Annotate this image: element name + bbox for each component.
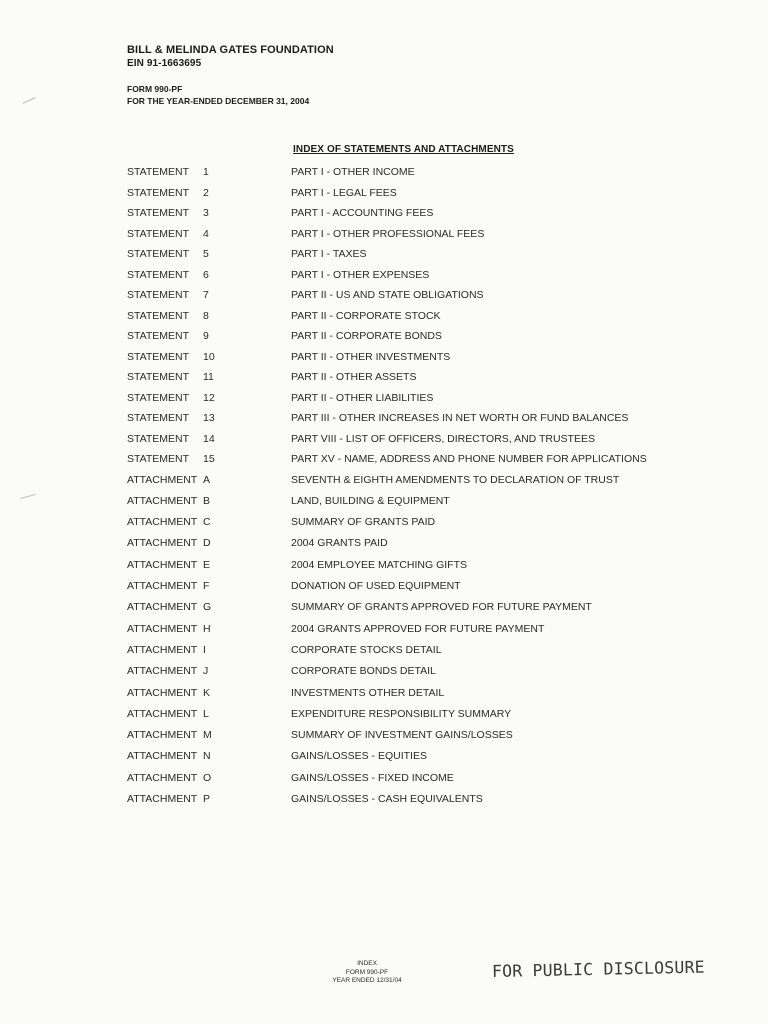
row-label: ATTACHMENT (127, 643, 198, 656)
row-id: 9 (203, 330, 209, 342)
row-label: STATEMENT (127, 166, 190, 178)
row-id: 5 (203, 248, 209, 260)
row-description: PART I - TAXES (291, 248, 367, 260)
row-id: 7 (203, 289, 209, 301)
row-description: SEVENTH & EIGHTH AMENDMENTS TO DECLARATION OF TRUST (291, 473, 620, 486)
row-label: STATEMENT (127, 289, 190, 301)
public-disclosure-stamp: FOR PUBLIC DISCLOSURE (491, 957, 705, 981)
row-description: PART II - OTHER INVESTMENTS (291, 350, 451, 363)
form-number: FORM 990-PF (127, 84, 183, 94)
row-label: STATEMENT (127, 432, 190, 445)
row-id: 13 (203, 412, 215, 424)
row-id: D (203, 537, 211, 550)
row-label: ATTACHMENT (127, 771, 198, 784)
row-description: PART I - LEGAL FEES (291, 186, 397, 199)
row-label: ATTACHMENT (127, 537, 198, 550)
organization-name: BILL & MELINDA GATES FOUNDATION (127, 44, 334, 56)
row-label: ATTACHMENT (127, 516, 198, 529)
row-label: STATEMENT (127, 268, 190, 281)
row-label: STATEMENT (127, 207, 190, 219)
row-description: SUMMARY OF INVESTMENT GAINS/LOSSES (291, 729, 513, 742)
tax-period: FOR THE YEAR-ENDED DECEMBER 31, 2004 (127, 96, 310, 106)
row-id: E (203, 558, 211, 571)
row-label: ATTACHMENT (127, 622, 198, 635)
row-id: G (203, 601, 212, 614)
row-description: PART III - OTHER INCREASES IN NET WORTH OR FUND BALANCES (291, 412, 629, 424)
row-id: N (203, 750, 211, 763)
row-description: PART I - OTHER INCOME (291, 166, 415, 178)
row-label: STATEMENT (127, 371, 190, 383)
footer-line: FORM 990-PF (345, 968, 389, 976)
scan-speck (22, 97, 35, 104)
row-description: GAINS/LOSSES - EQUITIES (291, 750, 427, 763)
row-label: STATEMENT (127, 453, 190, 465)
index-title: INDEX OF STATEMENTS AND ATTACHMENTS (293, 144, 514, 155)
scan-speck (20, 494, 36, 499)
row-description: DONATION OF USED EQUIPMENT (291, 580, 461, 592)
row-description: SUMMARY OF GRANTS APPROVED FOR FUTURE PAYMENT (291, 601, 592, 614)
row-id: H (203, 622, 211, 635)
row-description: PART II - US AND STATE OBLIGATIONS (291, 289, 484, 301)
footer-line: YEAR ENDED 12/31/04 (332, 977, 402, 984)
row-id: 4 (203, 227, 209, 240)
row-id: F (203, 580, 210, 592)
row-description: 2004 GRANTS PAID (291, 537, 388, 550)
row-label: STATEMENT (127, 309, 190, 322)
row-description: GAINS/LOSSES - CASH EQUIVALENTS (291, 793, 483, 805)
row-id: 8 (203, 309, 209, 322)
row-description: 2004 EMPLOYEE MATCHING GIFTS (291, 558, 468, 571)
row-id: M (203, 729, 212, 742)
row-description: PART II - OTHER ASSETS (291, 371, 417, 383)
row-label: ATTACHMENT (127, 707, 198, 720)
row-description: SUMMARY OF GRANTS PAID (291, 516, 436, 529)
row-label: STATEMENT (127, 412, 190, 424)
row-description: INVESTMENTS OTHER DETAIL (291, 686, 445, 699)
row-label: ATTACHMENT (127, 729, 198, 742)
footer-line: INDEX (357, 960, 377, 967)
row-description: PART I - ACCOUNTING FEES (291, 207, 434, 219)
row-label: ATTACHMENT (127, 686, 198, 699)
row-description: PART XV - NAME, ADDRESS AND PHONE NUMBER FOR APPLICATIONS (291, 453, 647, 465)
row-description: PART I - OTHER PROFESSIONAL FEES (291, 227, 485, 240)
row-description: 2004 GRANTS APPROVED FOR FUTURE PAYMENT (291, 622, 545, 635)
ein-number: EIN 91-1663695 (127, 58, 202, 69)
row-description: EXPENDITURE RESPONSIBILITY SUMMARY (291, 707, 512, 720)
row-id: 3 (203, 207, 209, 219)
row-id: 10 (203, 350, 215, 363)
row-id: K (203, 686, 211, 699)
row-id: 2 (203, 186, 209, 199)
row-description: LAND, BUILDING & EQUIPMENT (291, 494, 450, 507)
row-label: ATTACHMENT (127, 580, 198, 592)
row-description: PART I - OTHER EXPENSES (291, 268, 430, 281)
row-label: ATTACHMENT (127, 494, 198, 507)
row-label: ATTACHMENT (127, 473, 198, 486)
row-id: 1 (203, 166, 209, 178)
row-id: B (203, 494, 211, 507)
row-label: STATEMENT (127, 186, 190, 199)
row-label: STATEMENT (127, 391, 190, 404)
row-id: C (203, 516, 211, 529)
row-label: STATEMENT (127, 248, 190, 260)
row-id: 14 (203, 432, 215, 445)
row-description: PART II - OTHER LIABILITIES (291, 391, 434, 404)
row-description: GAINS/LOSSES - FIXED INCOME (291, 771, 454, 784)
row-label: ATTACHMENT (127, 601, 198, 614)
page-footer (322, 960, 412, 986)
row-description: CORPORATE BONDS DETAIL (291, 665, 436, 678)
row-description: PART II - CORPORATE STOCK (291, 309, 441, 322)
row-id: 11 (203, 371, 214, 383)
row-label: STATEMENT (127, 227, 190, 240)
row-description: PART II - CORPORATE BONDS (291, 330, 442, 342)
row-label: ATTACHMENT (127, 750, 198, 763)
row-id: J (203, 665, 209, 678)
row-id: 6 (203, 268, 209, 281)
row-description: PART VIII - LIST OF OFFICERS, DIRECTORS, AND TRUSTEES (291, 432, 595, 445)
row-id: 15 (203, 453, 215, 465)
row-label: ATTACHMENT (127, 793, 198, 805)
row-id: I (203, 643, 206, 656)
row-id: L (203, 707, 209, 720)
row-description: CORPORATE STOCKS DETAIL (291, 643, 442, 656)
row-label: ATTACHMENT (127, 558, 198, 571)
row-id: P (203, 793, 211, 805)
row-id: A (203, 473, 211, 486)
row-label: STATEMENT (127, 330, 190, 342)
row-id: 12 (203, 391, 215, 404)
row-label: ATTACHMENT (127, 665, 198, 678)
row-label: STATEMENT (127, 350, 190, 363)
row-id: O (203, 771, 212, 784)
